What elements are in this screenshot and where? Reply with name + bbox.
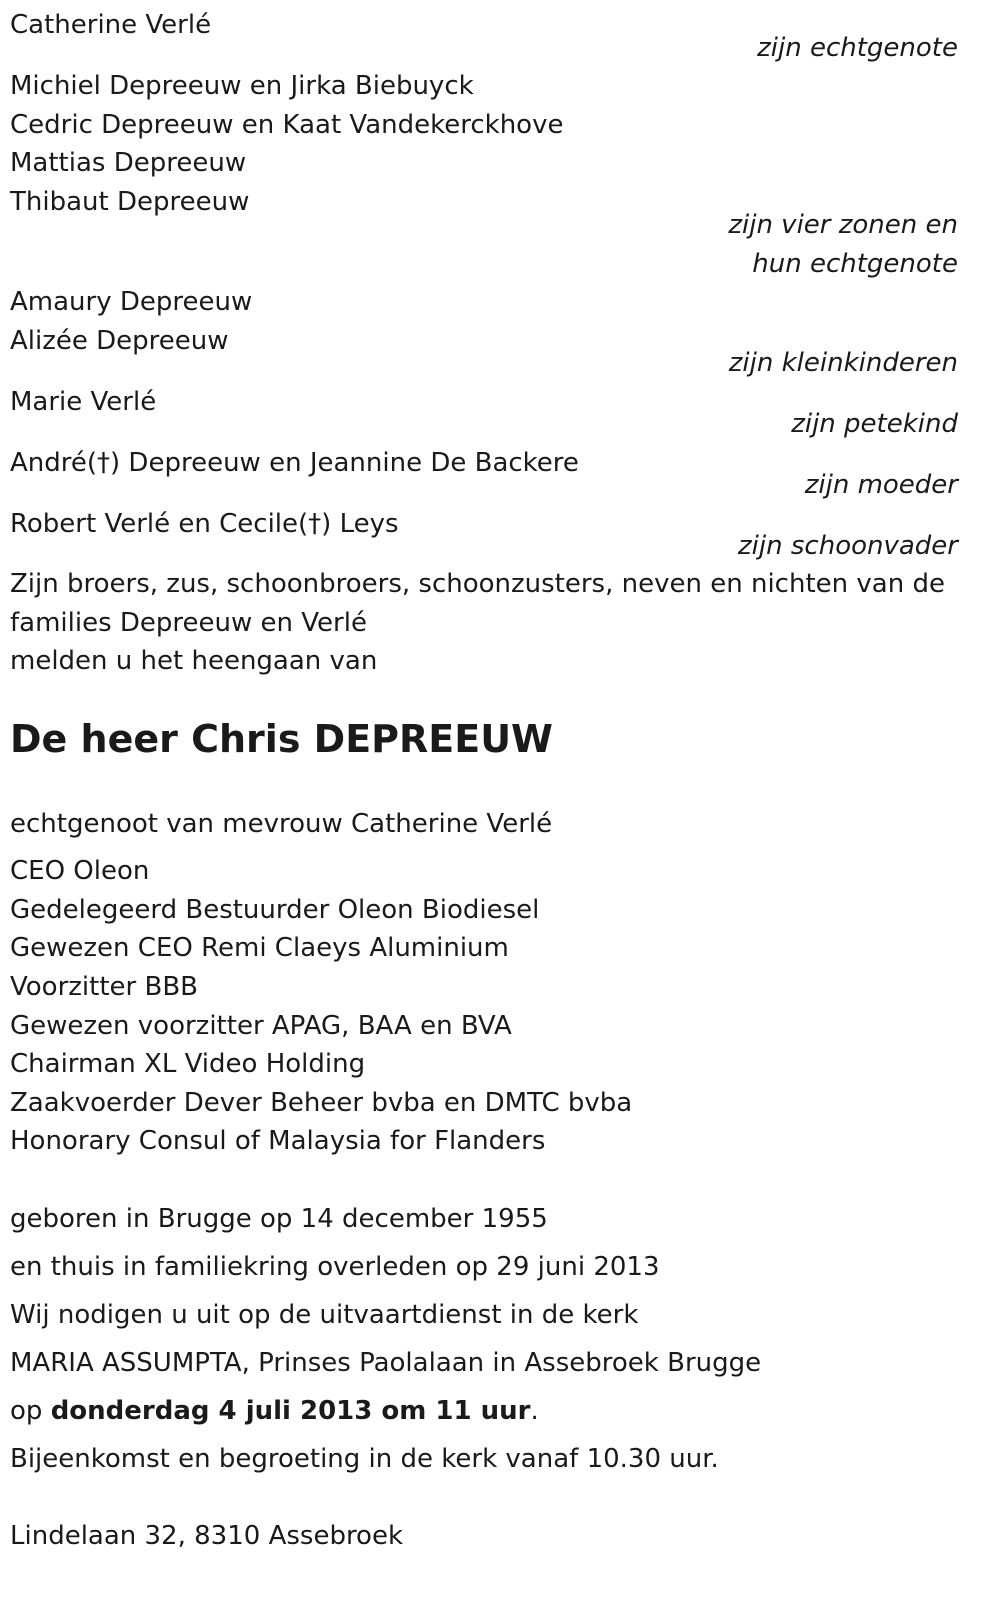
family-role-label: zijn echtgenote — [757, 33, 958, 63]
family-name-line: Robert Verlé en Cecile(†) Leys — [10, 509, 399, 539]
church-line: MARIA ASSUMPTA, Prinses Paolalaan in Assebroek Brugge — [10, 1348, 762, 1378]
death-line: en thuis in familiekring overleden op 29 juni 2013 — [10, 1252, 660, 1282]
service-prefix: op — [10, 1396, 51, 1426]
family-name-line: Cedric Depreeuw en Kaat Vandekerckhove — [10, 110, 564, 140]
family-role-label: zijn kleinkinderen — [728, 348, 958, 378]
title-line: Honorary Consul of Malaysia for Flanders — [10, 1126, 546, 1156]
announcement-line: Zijn broers, zus, schoonbroers, schoonzusters, neven en nichten van de — [10, 569, 945, 599]
family-name-line: Catherine Verlé — [10, 10, 212, 40]
family-role-label: zijn petekind — [791, 409, 958, 439]
service-datetime: donderdag 4 juli 2013 om 11 uur — [50, 1396, 531, 1426]
family-name-line: Michiel Depreeuw en Jirka Biebuyck — [10, 71, 474, 101]
announcement-line: melden u het heengaan van — [10, 646, 378, 676]
family-role-label: zijn schoonvader — [738, 531, 958, 561]
title-line: Gewezen CEO Remi Claeys Aluminium — [10, 933, 509, 963]
family-name-line: Mattias Depreeuw — [10, 148, 247, 178]
family-name-line: Thibaut Depreeuw — [10, 187, 250, 217]
title-line: Zaakvoerder Dever Beheer bvba en DMTC bvba — [10, 1088, 633, 1118]
family-name-line: Amaury Depreeuw — [10, 287, 253, 317]
title-line: Voorzitter BBB — [10, 972, 198, 1002]
birth-line: geboren in Brugge op 14 december 1955 — [10, 1204, 548, 1234]
title-line: Chairman XL Video Holding — [10, 1049, 366, 1079]
family-name-line: Marie Verlé — [10, 387, 157, 417]
address-line: Lindelaan 32, 8310 Assebroek — [10, 1521, 404, 1551]
family-name-line: Alizée Depreeuw — [10, 326, 229, 356]
invitation-line: Wij nodigen u uit op de uitvaartdienst in de kerk — [10, 1300, 639, 1330]
title-line: Gewezen voorzitter APAG, BAA en BVA — [10, 1011, 512, 1041]
spouse-line: echtgenoot van mevrouw Catherine Verlé — [10, 809, 553, 839]
family-name-line: André(†) Depreeuw en Jeannine De Backere — [10, 448, 579, 478]
reception-line: Bijeenkomst en begroeting in de kerk vanaf 10.30 uur. — [10, 1444, 719, 1474]
service-line — [10, 1395, 539, 1427]
family-role-label: hun echtgenote — [752, 249, 958, 279]
service-suffix: . — [530, 1396, 539, 1426]
title-line: Gedelegeerd Bestuurder Oleon Biodiesel — [10, 895, 540, 925]
family-role-label: zijn vier zonen en — [728, 210, 958, 240]
deceased-name-heading: De heer Chris DEPREEUW — [10, 717, 553, 761]
announcement-line: families Depreeuw en Verlé — [10, 608, 367, 638]
family-role-label: zijn moeder — [804, 470, 958, 500]
title-line: CEO Oleon — [10, 856, 150, 886]
